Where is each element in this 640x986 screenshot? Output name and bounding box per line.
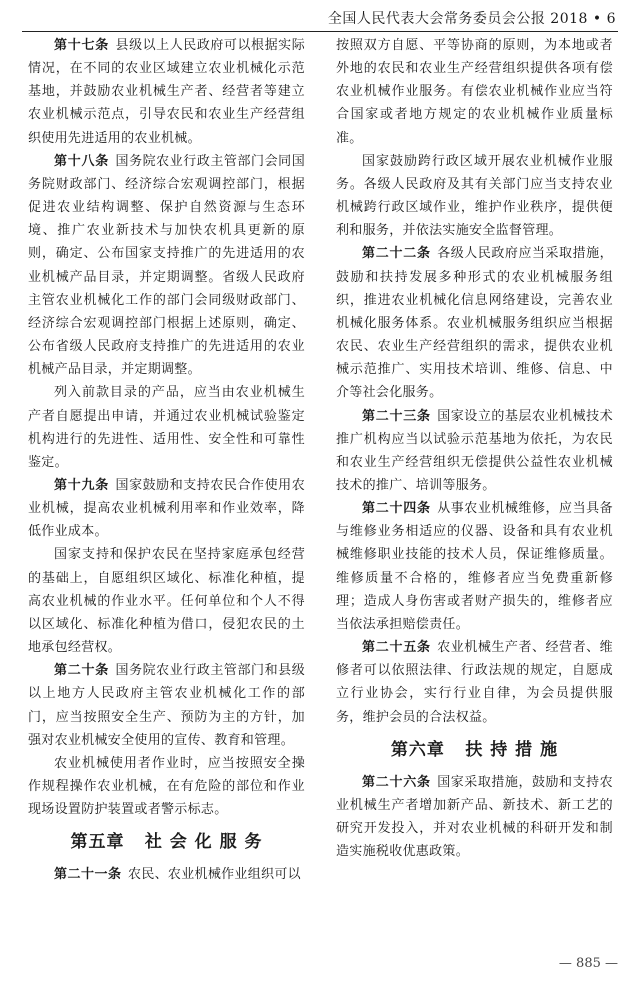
article-text: 国务院农业行政主管部门会同国务院财政部门、经济综合宏观调控部门，根据促进农业结构调整、保护自然资源与生态环境、推广农业新技术与加快农机具更新的原则，确定、公布国家支持推广的先进适用的农业机械产品目录，并定期调整。省级人民政府主管农业机械化工作的部门会同级财政部门、经济综合宏观调控部门根据上述原则，确定、公布省级人民政府支持推广的先进适用的农业机械产品目录，并定期调整。 bbox=[28, 153, 305, 378]
article-number: 第二十六条 bbox=[362, 774, 431, 790]
article-20-paragraph-2: 农业机械使用者作业时，应当按照安全操作规程操作农业机械，在有危险的部位和作业现场设置防护装置或者警示标志。 bbox=[28, 755, 305, 818]
article-text: 从事农业机械维修，应当具备与维修业务相适应的仪器、设备和具有农业机械维修职业技能的技术人员，保证维修质量。维修质量不合格的，维修者应当免费重新修理；造成人身伤害或者财产损失的，维修者应当依法承担赔偿责任。 bbox=[336, 501, 613, 632]
article-number: 第二十五条 bbox=[362, 640, 431, 656]
article-19-paragraph-2: 国家支持和保护农民在坚持家庭承包经营的基础上，自愿组织区域化、标准化种植，提高农业机械的作业水平。任何单位和个人不得以区域化、标准化种植为借口，侵犯农民的土地承包经营权。 bbox=[28, 547, 305, 656]
article-text: 农业机械生产者、经营者、维修者可以依照法律、行政法规的规定，自愿成立行业协会，实行行业自律，为会员提供服务，维护会员的合法权益。 bbox=[336, 640, 613, 725]
chapter-title: 社 会 化 服 务 bbox=[144, 832, 263, 853]
article-26 bbox=[336, 771, 613, 864]
article-24 bbox=[336, 497, 613, 636]
article-text: 县级以上人民政府可以根据实际情况，在不同的农业区域建立农业机械化示范基地，并鼓励农业机械生产者、经营者等建立农业机械示范点，引导农民和农业生产经营组织使用先进适用的农业机械。 bbox=[28, 38, 305, 146]
article-number: 第二十四条 bbox=[362, 501, 431, 517]
article-23 bbox=[336, 405, 613, 498]
chapter-number: 第五章 bbox=[70, 832, 125, 853]
article-text: 国家鼓励和支持农民合作使用农业机械，提高农业机械利用率和作业效率，降低作业成本。 bbox=[28, 477, 305, 540]
article-number: 第十九条 bbox=[54, 477, 110, 493]
chapter-5-heading bbox=[28, 825, 305, 859]
article-22 bbox=[336, 242, 613, 404]
article-text: 各级人民政府应当采取措施，鼓励和扶持发展多种形式的农业机械服务组织，推进农业机械化信息网络建设，完善农业机械化服务体系。农业机械服务组织应当根据农民、农业生产经营组织的需求，提供农业机械示范推广、实用技术培训、维修、信息、中介等社会化服务。 bbox=[336, 246, 613, 401]
left-column bbox=[28, 34, 305, 886]
article-text: 农民、农业机械作业组织可以 bbox=[128, 867, 301, 883]
article-number: 第二十二条 bbox=[362, 246, 431, 262]
article-17 bbox=[28, 34, 305, 150]
article-number: 第二十三条 bbox=[362, 408, 431, 424]
article-18 bbox=[28, 150, 305, 382]
article-21 bbox=[28, 863, 305, 886]
article-number: 第二十一条 bbox=[54, 867, 122, 883]
journal-header: 全国人民代表大会常务委员会公报 2018 • 6 bbox=[327, 11, 616, 27]
header-rule bbox=[22, 31, 618, 32]
article-25 bbox=[336, 636, 613, 729]
article-20 bbox=[28, 659, 305, 752]
chapter-title: 扶 持 措 施 bbox=[465, 739, 559, 760]
article-number: 第十八条 bbox=[54, 153, 110, 169]
article-text: 国家设立的基层农业机械技术推广机构应当以试验示范基地为依托，为农民和农业生产经营组织无偿提供公益性农业机械技术的推广、培训等服务。 bbox=[336, 408, 613, 493]
article-21-paragraph-2: 国家鼓励跨行政区域开展农业机械作业服务。各级人民政府及其有关部门应当支持农业机械跨行政区域作业，维护作业秩序，提供便利和服务，并依法实施安全监督管理。 bbox=[336, 153, 613, 239]
article-number: 第十七条 bbox=[54, 38, 110, 53]
chapter-6-heading bbox=[336, 733, 613, 767]
article-text: 国家采取措施，鼓励和支持农业机械生产者增加新产品、新技术、新工艺的研究开发投入，并对农业机械的科研开发和制造实施税收优惠政策。 bbox=[336, 774, 613, 860]
right-column bbox=[336, 34, 613, 863]
chapter-number: 第六章 bbox=[390, 739, 445, 760]
article-18-paragraph-2: 列入前款目录的产品，应当由农业机械生产者自愿提出申请，并通过农业机械试验鉴定机构进行的先进性、适用性、安全性和可靠性鉴定。 bbox=[28, 385, 305, 470]
article-text: 国务院农业行政主管部门和县级以上地方人民政府主管农业机械化工作的部门，应当按照安全生产、预防为主的方针，加强对农业机械安全使用的宣传、教育和管理。 bbox=[28, 663, 305, 748]
article-19 bbox=[28, 474, 305, 543]
page-number: — 885 — bbox=[558, 956, 618, 971]
article-number: 第二十条 bbox=[54, 663, 110, 679]
article-21-continued: 按照双方自愿、平等协商的原则，为本地或者外地的农民和农业生产经营组织提供各项有偿农业机械作业服务。有偿农业机械作业应当符合国家或者地方规定的农业机械作业质量标准。 bbox=[336, 38, 613, 146]
